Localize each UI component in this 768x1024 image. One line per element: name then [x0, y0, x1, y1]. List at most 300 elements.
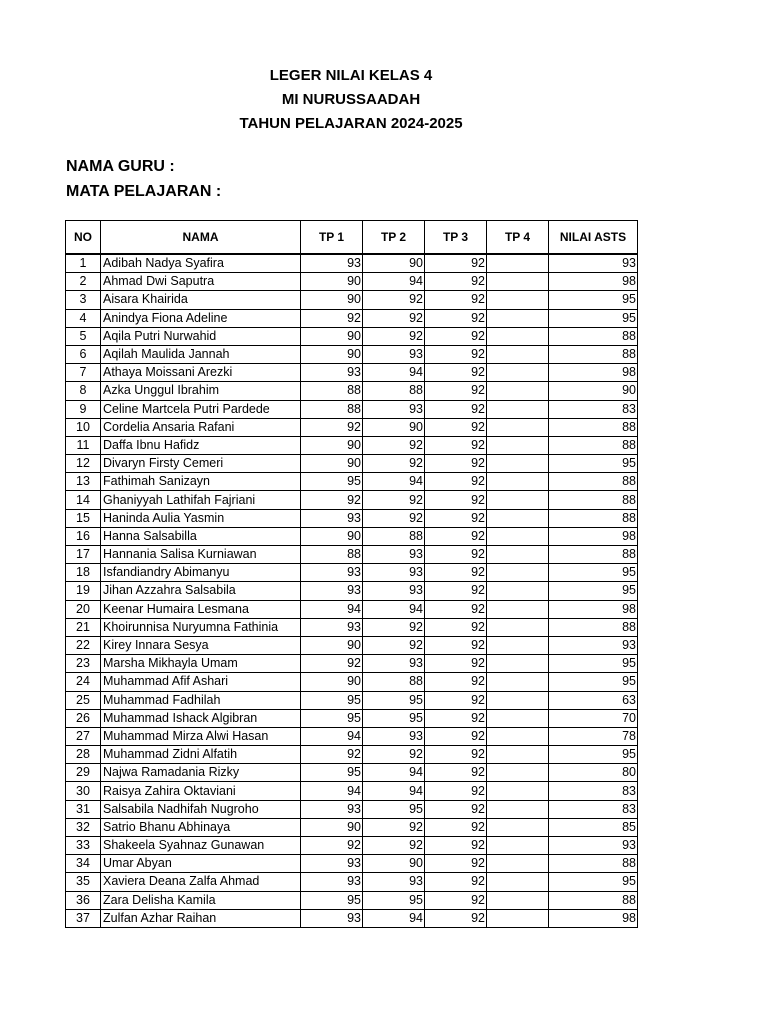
cell-tp2: 90	[363, 418, 425, 436]
cell-tp1: 90	[301, 273, 363, 291]
cell-name: Aisara Khairida	[101, 291, 301, 309]
cell-no: 1	[66, 254, 101, 273]
cell-tp2: 93	[363, 345, 425, 363]
cell-tp4	[487, 600, 549, 618]
cell-no: 9	[66, 400, 101, 418]
column-header-no: NO	[66, 221, 101, 255]
cell-no: 6	[66, 345, 101, 363]
cell-tp2: 90	[363, 254, 425, 273]
subject-label: MATA PELAJARAN :	[66, 183, 222, 200]
cell-tp4	[487, 818, 549, 836]
column-header-tp1: TP 1	[301, 221, 363, 255]
cell-tp4	[487, 727, 549, 745]
cell-tp2: 92	[363, 327, 425, 345]
cell-tp3: 92	[425, 546, 487, 564]
cell-tp2: 95	[363, 800, 425, 818]
cell-nilai-asts: 88	[549, 891, 638, 909]
table-row	[66, 455, 638, 473]
cell-tp4	[487, 764, 549, 782]
cell-name: Aqilah Maulida Jannah	[101, 345, 301, 363]
cell-tp3: 92	[425, 254, 487, 273]
cell-tp2: 93	[363, 873, 425, 891]
cell-tp2: 92	[363, 455, 425, 473]
title-line-1: LEGER NILAI KELAS 4	[269, 67, 433, 84]
cell-no: 10	[66, 418, 101, 436]
cell-tp3: 92	[425, 655, 487, 673]
cell-nilai-asts: 70	[549, 709, 638, 727]
cell-tp2: 94	[363, 273, 425, 291]
cell-tp2: 93	[363, 727, 425, 745]
cell-tp3: 92	[425, 473, 487, 491]
cell-name: Zara Delisha Kamila	[101, 891, 301, 909]
cell-no: 3	[66, 291, 101, 309]
cell-no: 37	[66, 909, 101, 927]
cell-tp3: 92	[425, 746, 487, 764]
cell-tp3: 92	[425, 382, 487, 400]
cell-tp2: 92	[363, 309, 425, 327]
cell-name: Xaviera Deana Zalfa Ahmad	[101, 873, 301, 891]
cell-tp4	[487, 309, 549, 327]
cell-name: Salsabila Nadhifah Nugroho	[101, 800, 301, 818]
cell-tp3: 92	[425, 364, 487, 382]
cell-name: Jihan Azzahra Salsabila	[101, 582, 301, 600]
table-row	[66, 527, 638, 545]
cell-nilai-asts: 95	[549, 673, 638, 691]
cell-tp2: 93	[363, 655, 425, 673]
table-row	[66, 873, 638, 891]
table-row	[66, 782, 638, 800]
table-row	[66, 673, 638, 691]
cell-tp2: 92	[363, 746, 425, 764]
column-header-tp2: TP 2	[363, 221, 425, 255]
cell-tp2: 92	[363, 636, 425, 654]
cell-tp2: 88	[363, 673, 425, 691]
table-row	[66, 309, 638, 327]
table-row	[66, 727, 638, 745]
cell-tp2: 93	[363, 564, 425, 582]
cell-no: 14	[66, 491, 101, 509]
table-header-row	[66, 221, 638, 255]
cell-tp1: 94	[301, 782, 363, 800]
cell-tp1: 93	[301, 800, 363, 818]
cell-name: Aqila Putri Nurwahid	[101, 327, 301, 345]
table-row	[66, 891, 638, 909]
cell-tp1: 94	[301, 727, 363, 745]
cell-tp2: 93	[363, 400, 425, 418]
cell-nilai-asts: 95	[549, 564, 638, 582]
cell-tp4	[487, 254, 549, 273]
cell-nilai-asts: 88	[549, 327, 638, 345]
cell-tp1: 90	[301, 345, 363, 363]
cell-tp1: 93	[301, 364, 363, 382]
cell-nilai-asts: 95	[549, 655, 638, 673]
cell-no: 33	[66, 837, 101, 855]
cell-nilai-asts: 98	[549, 909, 638, 927]
cell-no: 18	[66, 564, 101, 582]
cell-tp3: 92	[425, 727, 487, 745]
cell-tp4	[487, 582, 549, 600]
cell-tp3: 92	[425, 618, 487, 636]
cell-tp4	[487, 473, 549, 491]
cell-name: Khoirunnisa Nuryumna Fathinia	[101, 618, 301, 636]
cell-tp2: 90	[363, 855, 425, 873]
cell-nilai-asts: 90	[549, 382, 638, 400]
cell-tp1: 88	[301, 400, 363, 418]
cell-nilai-asts: 95	[549, 291, 638, 309]
cell-name: Divaryn Firsty Cemeri	[101, 455, 301, 473]
cell-nilai-asts: 93	[549, 636, 638, 654]
cell-nilai-asts: 98	[549, 600, 638, 618]
cell-tp1: 92	[301, 418, 363, 436]
cell-tp4	[487, 855, 549, 873]
cell-nilai-asts: 95	[549, 309, 638, 327]
table-row	[66, 546, 638, 564]
cell-tp2: 92	[363, 618, 425, 636]
cell-tp3: 92	[425, 418, 487, 436]
cell-no: 23	[66, 655, 101, 673]
cell-name: Satrio Bhanu Abhinaya	[101, 818, 301, 836]
cell-tp1: 88	[301, 546, 363, 564]
cell-no: 8	[66, 382, 101, 400]
cell-tp3: 92	[425, 309, 487, 327]
cell-tp1: 93	[301, 618, 363, 636]
cell-tp4	[487, 491, 549, 509]
cell-tp1: 93	[301, 855, 363, 873]
cell-tp3: 92	[425, 273, 487, 291]
cell-nilai-asts: 88	[549, 546, 638, 564]
cell-no: 29	[66, 764, 101, 782]
cell-tp3: 92	[425, 582, 487, 600]
table-row	[66, 764, 638, 782]
cell-tp1: 92	[301, 837, 363, 855]
cell-nilai-asts: 93	[549, 837, 638, 855]
cell-tp2: 92	[363, 818, 425, 836]
cell-tp4	[487, 527, 549, 545]
table-row	[66, 418, 638, 436]
table-row	[66, 254, 638, 273]
table-row	[66, 655, 638, 673]
cell-name: Hannania Salisa Kurniawan	[101, 546, 301, 564]
cell-no: 20	[66, 600, 101, 618]
cell-name: Muhammad Zidni Alfatih	[101, 746, 301, 764]
cell-tp4	[487, 546, 549, 564]
cell-nilai-asts: 88	[549, 855, 638, 873]
cell-nilai-asts: 98	[549, 273, 638, 291]
cell-tp2: 92	[363, 436, 425, 454]
cell-name: Ahmad Dwi Saputra	[101, 273, 301, 291]
cell-tp4	[487, 782, 549, 800]
cell-tp3: 92	[425, 873, 487, 891]
cell-no: 32	[66, 818, 101, 836]
cell-tp4	[487, 673, 549, 691]
cell-tp1: 90	[301, 527, 363, 545]
cell-tp3: 92	[425, 691, 487, 709]
cell-tp4	[487, 891, 549, 909]
cell-tp1: 90	[301, 327, 363, 345]
table-row	[66, 837, 638, 855]
cell-tp1: 93	[301, 909, 363, 927]
table-row	[66, 382, 638, 400]
cell-tp2: 94	[363, 364, 425, 382]
cell-nilai-asts: 85	[549, 818, 638, 836]
table-row	[66, 855, 638, 873]
cell-nilai-asts: 88	[549, 345, 638, 363]
cell-tp4	[487, 400, 549, 418]
cell-tp3: 92	[425, 818, 487, 836]
cell-tp3: 92	[425, 636, 487, 654]
cell-nilai-asts: 88	[549, 618, 638, 636]
cell-tp1: 92	[301, 746, 363, 764]
cell-nilai-asts: 83	[549, 400, 638, 418]
cell-tp1: 90	[301, 673, 363, 691]
cell-no: 22	[66, 636, 101, 654]
cell-nilai-asts: 83	[549, 800, 638, 818]
cell-name: Fathimah Sanizayn	[101, 473, 301, 491]
column-header-tp3: TP 3	[425, 221, 487, 255]
cell-tp3: 92	[425, 345, 487, 363]
grades-table	[65, 220, 638, 928]
cell-no: 24	[66, 673, 101, 691]
cell-tp4	[487, 455, 549, 473]
cell-nilai-asts: 78	[549, 727, 638, 745]
cell-nilai-asts: 98	[549, 527, 638, 545]
cell-name: Isfandiandry Abimanyu	[101, 564, 301, 582]
table-row	[66, 473, 638, 491]
cell-tp1: 90	[301, 455, 363, 473]
cell-nilai-asts: 83	[549, 782, 638, 800]
table-row	[66, 600, 638, 618]
cell-name: Muhammad Ishack Algibran	[101, 709, 301, 727]
cell-name: Muhammad Afif Ashari	[101, 673, 301, 691]
cell-tp2: 95	[363, 709, 425, 727]
cell-name: Kirey Innara Sesya	[101, 636, 301, 654]
cell-no: 19	[66, 582, 101, 600]
cell-tp3: 92	[425, 891, 487, 909]
cell-tp2: 94	[363, 473, 425, 491]
cell-no: 31	[66, 800, 101, 818]
cell-nilai-asts: 95	[549, 455, 638, 473]
cell-no: 11	[66, 436, 101, 454]
cell-tp2: 88	[363, 382, 425, 400]
table-row	[66, 400, 638, 418]
table-row	[66, 709, 638, 727]
cell-no: 2	[66, 273, 101, 291]
cell-name: Adibah Nadya Syafira	[101, 254, 301, 273]
cell-tp3: 92	[425, 291, 487, 309]
cell-tp4	[487, 655, 549, 673]
cell-tp1: 92	[301, 491, 363, 509]
title-line-3: TAHUN PELAJARAN 2024-2025	[239, 115, 463, 132]
cell-name: Daffa Ibnu Hafidz	[101, 436, 301, 454]
cell-no: 25	[66, 691, 101, 709]
table-row	[66, 800, 638, 818]
cell-no: 17	[66, 546, 101, 564]
cell-nilai-asts: 95	[549, 582, 638, 600]
cell-tp4	[487, 564, 549, 582]
cell-nilai-asts: 80	[549, 764, 638, 782]
document-meta	[66, 154, 221, 204]
cell-no: 13	[66, 473, 101, 491]
cell-tp3: 92	[425, 527, 487, 545]
cell-tp4	[487, 327, 549, 345]
cell-name: Haninda Aulia Yasmin	[101, 509, 301, 527]
table-row	[66, 291, 638, 309]
cell-no: 26	[66, 709, 101, 727]
cell-tp3: 92	[425, 764, 487, 782]
cell-tp4	[487, 382, 549, 400]
cell-tp4	[487, 618, 549, 636]
cell-name: Azka Unggul Ibrahim	[101, 382, 301, 400]
cell-name: Umar Abyan	[101, 855, 301, 873]
cell-tp3: 92	[425, 782, 487, 800]
cell-name: Najwa Ramadania Rizky	[101, 764, 301, 782]
cell-tp4	[487, 418, 549, 436]
cell-tp4	[487, 364, 549, 382]
cell-tp2: 94	[363, 764, 425, 782]
cell-tp1: 95	[301, 709, 363, 727]
table-row	[66, 273, 638, 291]
cell-tp4	[487, 291, 549, 309]
table-row	[66, 491, 638, 509]
cell-nilai-asts: 95	[549, 873, 638, 891]
cell-nilai-asts: 98	[549, 364, 638, 382]
column-header-nama: NAMA	[101, 221, 301, 255]
cell-name: Keenar Humaira Lesmana	[101, 600, 301, 618]
cell-name: Hanna Salsabilla	[101, 527, 301, 545]
cell-tp1: 95	[301, 473, 363, 491]
cell-nilai-asts: 63	[549, 691, 638, 709]
cell-tp2: 95	[363, 691, 425, 709]
cell-tp4	[487, 345, 549, 363]
table-row	[66, 618, 638, 636]
cell-nilai-asts: 88	[549, 473, 638, 491]
cell-tp1: 93	[301, 582, 363, 600]
cell-name: Ghaniyyah Lathifah Fajriani	[101, 491, 301, 509]
column-header-nilai-asts: NILAI ASTS	[549, 221, 638, 255]
cell-tp2: 94	[363, 782, 425, 800]
cell-tp1: 92	[301, 309, 363, 327]
cell-no: 5	[66, 327, 101, 345]
cell-nilai-asts: 93	[549, 254, 638, 273]
table-row	[66, 909, 638, 927]
cell-tp2: 92	[363, 837, 425, 855]
cell-name: Muhammad Fadhilah	[101, 691, 301, 709]
cell-no: 30	[66, 782, 101, 800]
teacher-name-label: NAMA GURU :	[66, 158, 175, 175]
table-row	[66, 636, 638, 654]
cell-tp1: 90	[301, 291, 363, 309]
table-row	[66, 364, 638, 382]
cell-no: 7	[66, 364, 101, 382]
cell-no: 16	[66, 527, 101, 545]
cell-name: Muhammad Mirza Alwi Hasan	[101, 727, 301, 745]
table-body	[66, 254, 638, 927]
cell-tp3: 92	[425, 327, 487, 345]
cell-tp4	[487, 273, 549, 291]
cell-tp3: 92	[425, 709, 487, 727]
cell-nilai-asts: 88	[549, 418, 638, 436]
cell-tp3: 92	[425, 855, 487, 873]
cell-tp3: 92	[425, 564, 487, 582]
table-row	[66, 327, 638, 345]
cell-tp3: 92	[425, 491, 487, 509]
cell-tp2: 94	[363, 909, 425, 927]
table-row	[66, 746, 638, 764]
cell-tp4	[487, 691, 549, 709]
cell-tp3: 92	[425, 909, 487, 927]
cell-tp1: 93	[301, 254, 363, 273]
cell-tp1: 94	[301, 600, 363, 618]
cell-tp4	[487, 509, 549, 527]
cell-tp3: 92	[425, 800, 487, 818]
cell-no: 34	[66, 855, 101, 873]
cell-tp4	[487, 746, 549, 764]
cell-name: Raisya Zahira Oktaviani	[101, 782, 301, 800]
table-row	[66, 691, 638, 709]
cell-tp4	[487, 837, 549, 855]
cell-tp3: 92	[425, 600, 487, 618]
cell-tp4	[487, 709, 549, 727]
table-row	[66, 564, 638, 582]
cell-tp2: 92	[363, 291, 425, 309]
cell-tp3: 92	[425, 509, 487, 527]
cell-no: 21	[66, 618, 101, 636]
cell-nilai-asts: 95	[549, 746, 638, 764]
cell-tp1: 90	[301, 436, 363, 454]
cell-no: 35	[66, 873, 101, 891]
cell-tp1: 93	[301, 564, 363, 582]
cell-tp3: 92	[425, 436, 487, 454]
table-row	[66, 345, 638, 363]
cell-tp1: 95	[301, 691, 363, 709]
cell-name: Celine Martcela Putri Pardede	[101, 400, 301, 418]
cell-nilai-asts: 88	[549, 509, 638, 527]
cell-tp1: 92	[301, 655, 363, 673]
cell-name: Shakeela Syahnaz Gunawan	[101, 837, 301, 855]
column-header-tp4: TP 4	[487, 221, 549, 255]
cell-tp4	[487, 800, 549, 818]
cell-tp4	[487, 636, 549, 654]
cell-tp2: 95	[363, 891, 425, 909]
cell-tp1: 90	[301, 636, 363, 654]
cell-tp3: 92	[425, 400, 487, 418]
cell-tp2: 93	[363, 546, 425, 564]
cell-name: Marsha Mikhayla Umam	[101, 655, 301, 673]
cell-no: 36	[66, 891, 101, 909]
cell-no: 27	[66, 727, 101, 745]
table-row	[66, 582, 638, 600]
table-row	[66, 818, 638, 836]
cell-tp3: 92	[425, 837, 487, 855]
cell-tp4	[487, 873, 549, 891]
cell-tp2: 93	[363, 582, 425, 600]
cell-no: 12	[66, 455, 101, 473]
cell-tp1: 88	[301, 382, 363, 400]
cell-tp3: 92	[425, 673, 487, 691]
cell-no: 15	[66, 509, 101, 527]
cell-tp4	[487, 909, 549, 927]
cell-no: 28	[66, 746, 101, 764]
cell-tp2: 94	[363, 600, 425, 618]
document-header	[0, 64, 702, 136]
cell-tp2: 88	[363, 527, 425, 545]
cell-tp2: 92	[363, 509, 425, 527]
cell-no: 4	[66, 309, 101, 327]
cell-name: Athaya Moissani Arezki	[101, 364, 301, 382]
cell-name: Anindya Fiona Adeline	[101, 309, 301, 327]
cell-tp1: 93	[301, 509, 363, 527]
cell-tp1: 95	[301, 764, 363, 782]
